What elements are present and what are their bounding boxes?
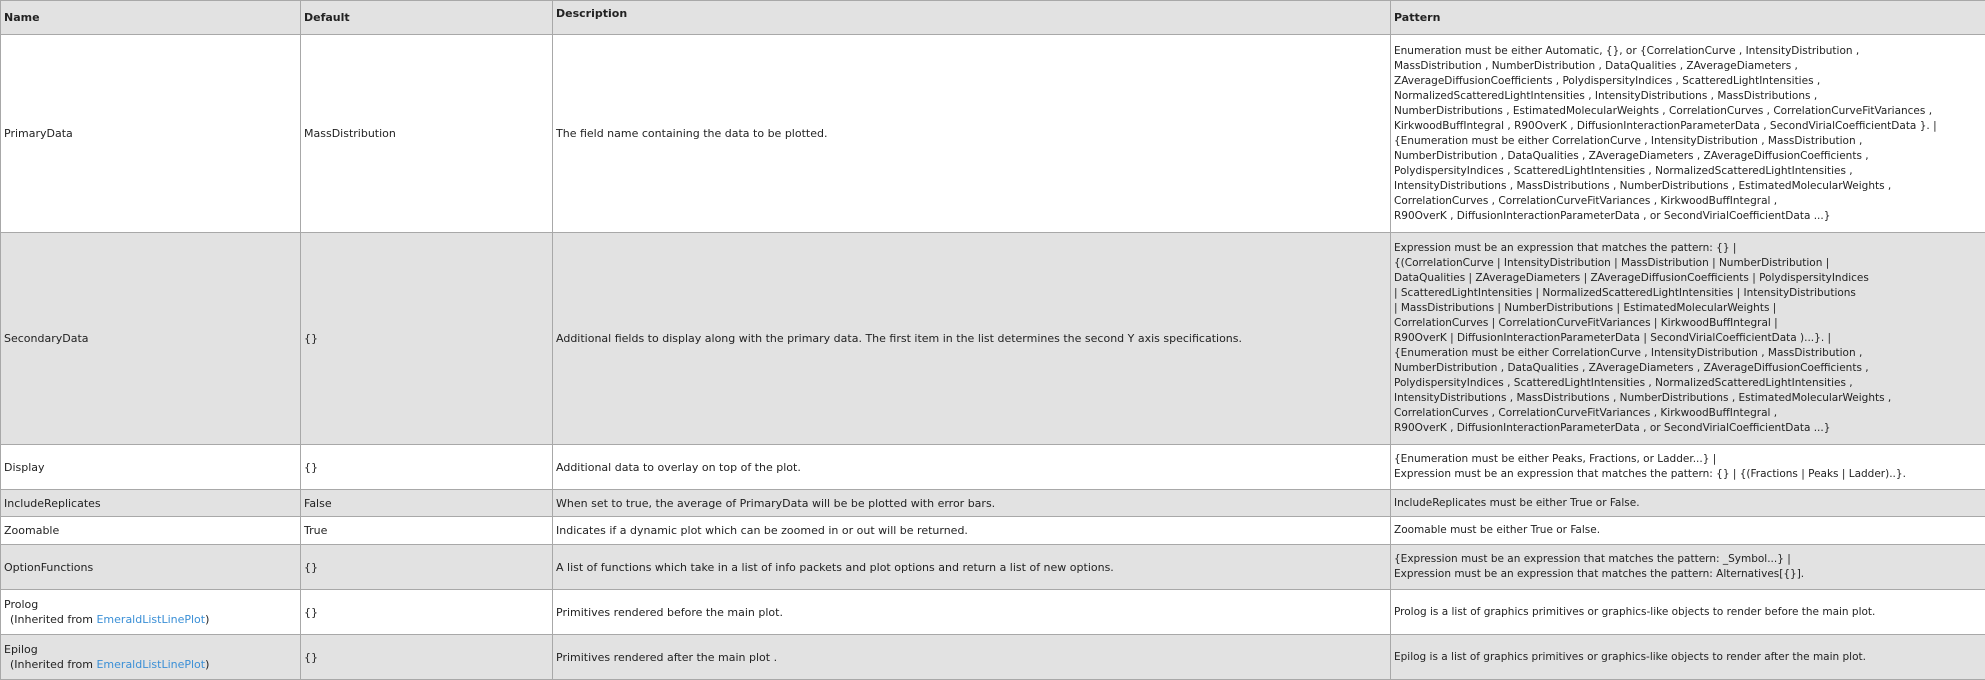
option-pattern bbox=[1391, 635, 1985, 680]
pattern-line: R90OverK , DiffusionInteractionParameterData , or SecondVirialCoefficientData ...} bbox=[1394, 209, 1831, 222]
option-description: Additional data to overlay on top of the plot. bbox=[553, 445, 1391, 490]
pattern-line: NumberDistribution , DataQualities , ZAverageDiameters , ZAverageDiffusionCoefficients , bbox=[1394, 362, 1869, 374]
option-description: Primitives rendered before the main plot. bbox=[553, 590, 1391, 635]
option-description: Additional fields to display along with the primary data. The first item in the list determines the second Y axis specifications. bbox=[553, 233, 1391, 445]
pattern-column-header: Pattern bbox=[1391, 1, 1985, 35]
pattern-line: Expression must be an expression that matches the pattern: {} | bbox=[1394, 242, 1737, 254]
option-pattern bbox=[1391, 490, 1985, 517]
pattern-line: R90OverK | DiffusionInteractionParameterData | SecondVirialCoefficientData )...}. | bbox=[1394, 332, 1832, 344]
option-pattern bbox=[1391, 517, 1985, 545]
pattern-line: R90OverK , DiffusionInteractionParameterData , or SecondVirialCoefficientData ...} bbox=[1394, 422, 1831, 434]
pattern-line: IntensityDistributions , MassDistributions , NumberDistributions , EstimatedMolecularWeights , bbox=[1394, 392, 1892, 404]
pattern-line: NormalizedScatteredLightIntensities , IntensityDistributions , MassDistributions , bbox=[1394, 89, 1818, 102]
pattern-line: CorrelationCurves , CorrelationCurveFitVariances , KirkwoodBuffIntegral , bbox=[1394, 194, 1778, 207]
description-column-header: Description bbox=[553, 1, 1391, 35]
inherited-from-link[interactable]: EmeraldListLinePlot bbox=[96, 658, 206, 671]
option-description: A list of functions which take in a list of info packets and plot options and return a list of new options. bbox=[553, 545, 1391, 590]
inherited-prefix: (Inherited from bbox=[10, 613, 93, 626]
option-default: False bbox=[301, 490, 553, 517]
pattern-line: Zoomable must be either True or False. bbox=[1394, 524, 1601, 536]
option-description: When set to true, the average of PrimaryData will be be plotted with error bars. bbox=[553, 490, 1391, 517]
pattern-line: Epilog is a list of graphics primitives or graphics-like objects to render after the main plot. bbox=[1394, 650, 1866, 663]
pattern-line: MassDistribution , NumberDistribution , DataQualities , ZAverageDiameters , bbox=[1394, 59, 1798, 72]
pattern-line: ZAverageDiffusionCoefficients , PolydispersityIndices , ScatteredLightIntensities , bbox=[1394, 74, 1821, 87]
option-default: {} bbox=[301, 233, 553, 445]
pattern-line: PolydispersityIndices , ScatteredLightIntensities , NormalizedScatteredLightIntensities , bbox=[1394, 164, 1853, 177]
option-name: Epilog bbox=[4, 643, 38, 656]
option-description: Indicates if a dynamic plot which can be zoomed in or out will be returned. bbox=[553, 517, 1391, 545]
table-row bbox=[1, 490, 1985, 517]
option-pattern bbox=[1391, 445, 1985, 490]
option-name: Zoomable bbox=[1, 517, 301, 545]
pattern-line: {(CorrelationCurve | IntensityDistribution | MassDistribution | NumberDistribution | bbox=[1394, 257, 1830, 269]
option-name: Prolog bbox=[4, 598, 39, 611]
option-name: IncludeReplicates bbox=[1, 490, 301, 517]
option-pattern bbox=[1391, 233, 1985, 445]
option-default: {} bbox=[301, 635, 553, 680]
inherited-from-link[interactable]: EmeraldListLinePlot bbox=[96, 613, 206, 626]
pattern-line: CorrelationCurves | CorrelationCurveFitVariances | KirkwoodBuffIntegral | bbox=[1394, 317, 1778, 329]
pattern-line: {Expression must be an expression that matches the pattern: _Symbol...} | bbox=[1394, 553, 1791, 565]
pattern-line: IntensityDistributions , MassDistributions , NumberDistributions , EstimatedMolecularWeights , bbox=[1394, 179, 1892, 192]
default-column-header: Default bbox=[301, 1, 553, 35]
pattern-line: PolydispersityIndices , ScatteredLightIntensities , NormalizedScatteredLightIntensities , bbox=[1394, 377, 1853, 389]
option-default: True bbox=[301, 517, 553, 545]
table-row bbox=[1, 445, 1985, 490]
option-name: PrimaryData bbox=[1, 35, 301, 233]
pattern-line: NumberDistributions , EstimatedMolecularWeights , CorrelationCurves , CorrelationCurveFitVariances , bbox=[1394, 104, 1933, 117]
pattern-line: NumberDistribution , DataQualities , ZAverageDiameters , ZAverageDiffusionCoefficients , bbox=[1394, 149, 1869, 162]
inherited-note bbox=[4, 658, 297, 671]
inherited-prefix: (Inherited from bbox=[10, 658, 93, 671]
option-name: Display bbox=[1, 445, 301, 490]
option-name-cell bbox=[1, 590, 301, 635]
header-row bbox=[1, 1, 1985, 35]
table-row bbox=[1, 545, 1985, 590]
pattern-line: {Enumeration must be either Peaks, Fractions, or Ladder...} | bbox=[1394, 453, 1717, 465]
pattern-line: Enumeration must be either Automatic, {}, or {CorrelationCurve , IntensityDistribution , bbox=[1394, 44, 1860, 57]
table-row bbox=[1, 35, 1985, 233]
option-description: The field name containing the data to be plotted. bbox=[553, 35, 1391, 233]
pattern-line: KirkwoodBuffIntegral , R90OverK , DiffusionInteractionParameterData , SecondVirialCoefficientData }. | bbox=[1394, 119, 1937, 132]
option-name: SecondaryData bbox=[1, 233, 301, 445]
table-row bbox=[1, 233, 1985, 445]
option-name-cell bbox=[1, 635, 301, 680]
table-row bbox=[1, 635, 1985, 680]
pattern-line: | MassDistributions | NumberDistributions | EstimatedMolecularWeights | bbox=[1394, 302, 1777, 314]
option-pattern bbox=[1391, 35, 1985, 233]
pattern-line: Expression must be an expression that matches the pattern: {} | {(Fractions | Peaks | Ladder)..}. bbox=[1394, 468, 1906, 480]
option-default: {} bbox=[301, 545, 553, 590]
option-description: Primitives rendered after the main plot . bbox=[553, 635, 1391, 680]
pattern-line: | ScatteredLightIntensities | NormalizedScatteredLightIntensities | IntensityDistributions bbox=[1394, 287, 1856, 299]
option-pattern bbox=[1391, 590, 1985, 635]
inherited-note bbox=[4, 613, 297, 626]
pattern-line: Prolog is a list of graphics primitives or graphics-like objects to render before the main plot. bbox=[1394, 605, 1876, 618]
pattern-line: DataQualities | ZAverageDiameters | ZAverageDiffusionCoefficients | PolydispersityIndices bbox=[1394, 272, 1869, 284]
option-pattern bbox=[1391, 545, 1985, 590]
pattern-line: IncludeReplicates must be either True or False. bbox=[1394, 496, 1640, 509]
inherited-suffix: ) bbox=[205, 658, 210, 671]
pattern-line: Expression must be an expression that matches the pattern: Alternatives[{}]. bbox=[1394, 568, 1805, 580]
pattern-line: {Enumeration must be either CorrelationCurve , IntensityDistribution , MassDistribution , bbox=[1394, 134, 1863, 147]
option-default: {} bbox=[301, 445, 553, 490]
option-default: MassDistribution bbox=[301, 35, 553, 233]
name-column-header: Name bbox=[1, 1, 301, 35]
inherited-suffix: ) bbox=[205, 613, 210, 626]
option-name: OptionFunctions bbox=[1, 545, 301, 590]
pattern-line: {Enumeration must be either CorrelationCurve , IntensityDistribution , MassDistribution , bbox=[1394, 347, 1863, 359]
table-row bbox=[1, 590, 1985, 635]
table-row bbox=[1, 517, 1985, 545]
pattern-line: CorrelationCurves , CorrelationCurveFitVariances , KirkwoodBuffIntegral , bbox=[1394, 407, 1778, 419]
option-default: {} bbox=[301, 590, 553, 635]
